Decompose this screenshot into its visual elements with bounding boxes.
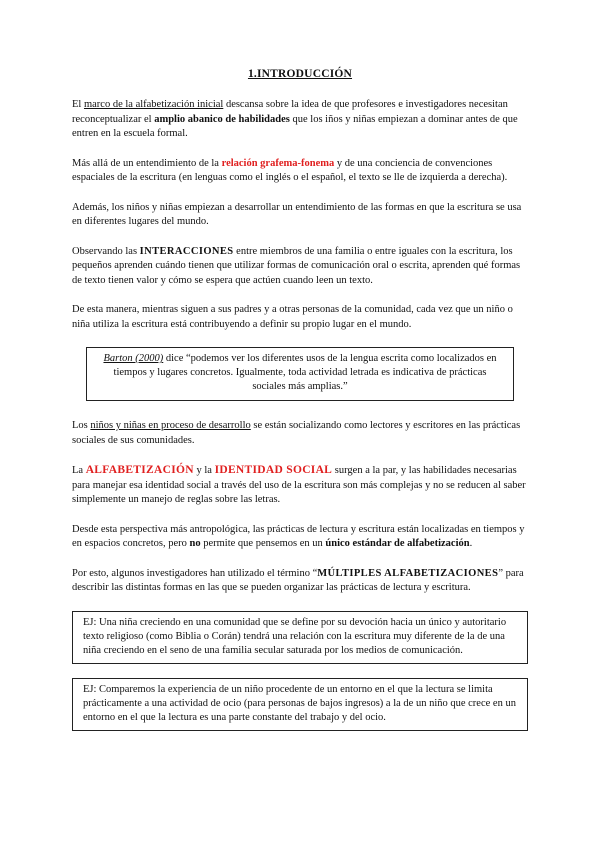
text-run: ” para describir las distintas formas en las que se pueden organizar las prácticas de lectura y escritura. — [72, 567, 524, 593]
text-run: La — [72, 465, 86, 476]
text-run: Los — [72, 420, 91, 431]
text-run: Observando las — [72, 245, 140, 257]
highlighted-term: relación grafema-fonema — [221, 157, 335, 169]
document-page — [72, 68, 528, 743]
quote-text: dice “podemos ver los diferentes usos de la lengua escrita como localizados en tiempos y lugares concretos. Igualmente, toda actividad letrada es indicativa de prácticas sociales más amplias.” — [113, 353, 497, 392]
bold-term: único estándar de alfabetización — [325, 538, 470, 549]
paragraph-lugar-mundo: De esta manera, mientras siguen a sus padres y a otras personas de la comunidad, cada vez que un niño o niña utiliza la escritura está contribuyendo a definir su propio lugar en el mundo. — [72, 304, 513, 330]
text-run: y la — [193, 465, 215, 476]
text-run: descansa sobre la idea de que profesores e investigadores necesitan reconceptualizar el — [72, 99, 508, 125]
text-run: que los iños y niñas empiezan a dominar antes de que entren en la escuela formal. — [72, 113, 518, 139]
bold-term: no — [189, 538, 201, 549]
text-run: . — [469, 538, 473, 549]
text-run: El — [72, 99, 84, 110]
quote-author: Barton (2000) — [103, 353, 164, 364]
example-box-2: EJ: Comparemos la experiencia de un niño procedente de un entorno en el que la lectura se limita prácticamente a una actividad de ocio (para personas de bajos ingresos) a la de un niño que crece en un entorno en el que la lectura es una parte constante del trabajo y del ocio. — [72, 678, 528, 731]
paragraph-formas-escritura: Además, los niños y niñas empiezan a desarrollar un entendimiento de las formas en que la escritura se usa en diferentes lugares del mundo. — [72, 201, 522, 227]
highlighted-term: ALFABETIZACIÓN — [85, 464, 194, 476]
text-run: Más allá de un entendimiento de la — [72, 157, 222, 169]
example-box-1: EJ: Una niña creciendo en una comunidad que se define por su devoción hacia un único y autoritario texto religioso (como Biblia o Corán) tendrá una relación con la escritura muy diferente de la de una niña creciendo en el seno de una familia secular saturada por los medios de comunicación. — [72, 611, 528, 664]
text-run: Desde esta perspectiva más antropológica, las prácticas de lectura y escritura están localizadas en tiempos y en espacios concretos, pero — [72, 523, 525, 549]
text-run: Por esto, algunos investigadores han utilizado el término “ — [72, 567, 318, 579]
paragraph-alfabetizacion-inicial — [72, 98, 528, 142]
paragraph-multiples-alfabetizaciones — [72, 567, 528, 596]
paragraph-interacciones — [72, 245, 528, 289]
paragraph-grafema-fonema — [72, 157, 528, 186]
paragraph-perspectiva-antropologica — [72, 523, 528, 552]
text-run: permite que pensemos en un — [200, 538, 326, 549]
text-run: surgen a la par, y las habilidades necesarias para manejar esa identidad social a través del uso de la escritura son más complejas y no se reducen al saber simplemente un manejo de reglas sobre las letras. — [72, 465, 526, 505]
page-title: 1.INTRODUCCIÓN — [247, 68, 353, 80]
bold-term: amplio abanico de habilidades — [154, 113, 290, 125]
underlined-term: marco de la alfabetización inicial — [83, 99, 224, 110]
text-run: entre miembros de una familia o entre iguales con la escritura, los pequeños aprenden cuándo tienen que utilizar formas de comunicación oral o escrita, aprenden qué formas de texto tienen valor y cómo se espera que actúen cuando leen un texto. — [72, 245, 521, 286]
paragraph-socializando — [72, 419, 528, 448]
text-run: se están socializando como lectores y escritores en las prácticas sociales de sus comunidades. — [72, 420, 521, 446]
caps-term: INTERACCIONES — [139, 245, 234, 257]
caps-term: MÚLTIPLES ALFABETIZACIONES — [317, 567, 499, 579]
highlighted-term: IDENTIDAD SOCIAL — [214, 464, 333, 476]
underlined-term: niños y niñas en proceso de desarrollo — [90, 420, 251, 431]
paragraph-identidad-social — [72, 463, 528, 508]
quote-box — [86, 347, 514, 401]
text-run: y de una conciencia de convenciones espaciales de la escritura (en lenguas como el inglés o el español, el texto se lle de izquierda a derecha). — [72, 157, 508, 183]
